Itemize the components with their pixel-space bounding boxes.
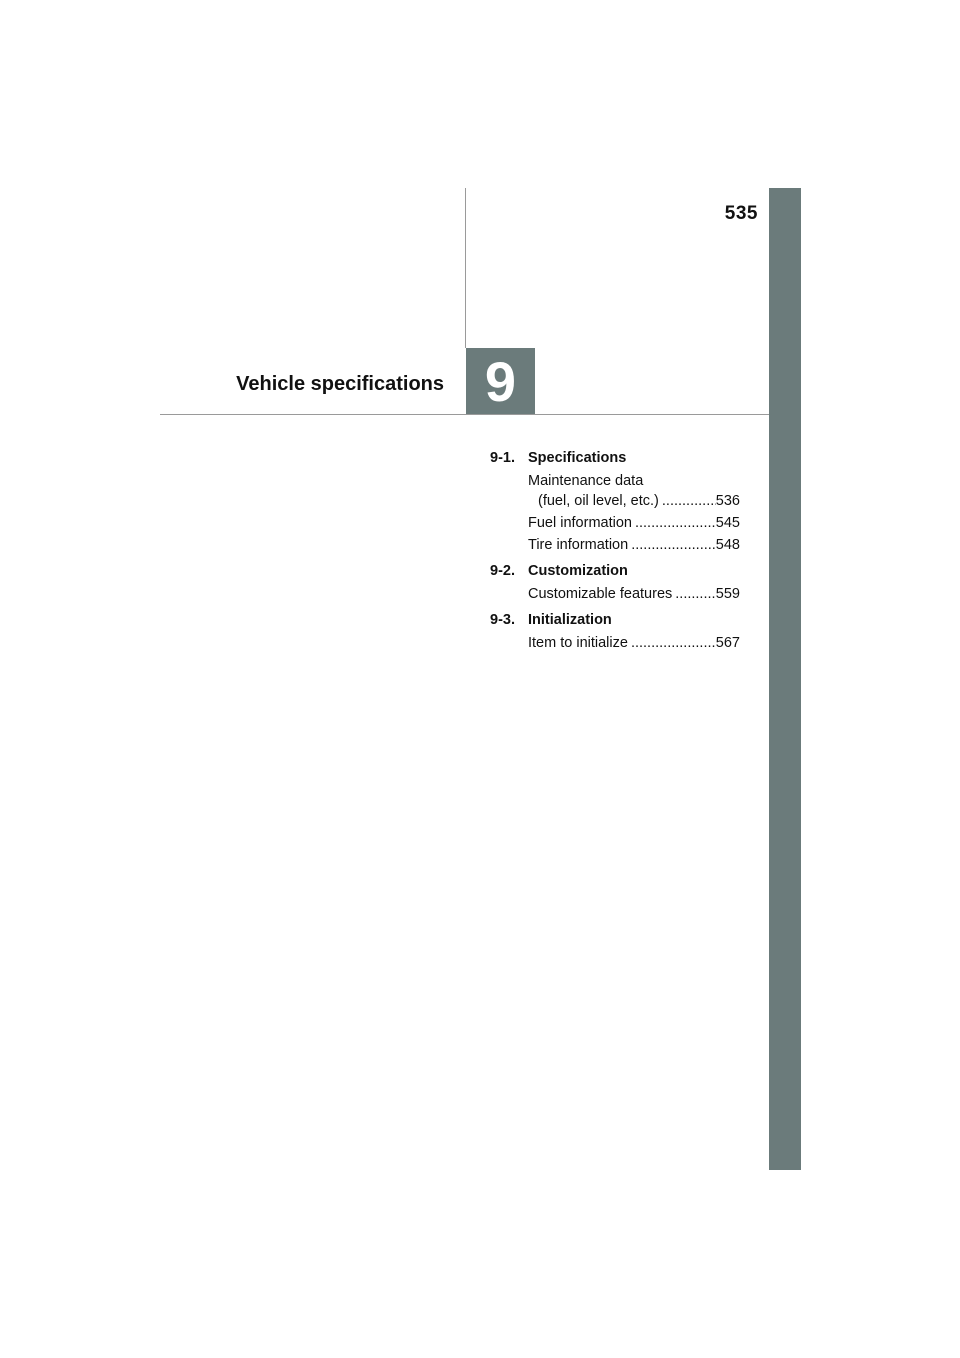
section-number: 9-3.: [490, 612, 515, 628]
section-number: 9-2.: [490, 563, 515, 579]
page-number: 535: [724, 203, 758, 224]
toc-entry-customizable-features[interactable]: [528, 584, 740, 604]
toc-section-9-1[interactable]: [490, 448, 740, 468]
entry-label: Maintenance data: [528, 473, 644, 489]
dot-leader: [628, 535, 716, 555]
entry-page: 548: [715, 537, 740, 553]
toc-section-9-2[interactable]: [490, 561, 740, 581]
entry-label: Fuel information: [528, 515, 632, 531]
entry-label: Item to initialize: [528, 635, 628, 651]
toc-section-9-3[interactable]: [490, 610, 740, 630]
toc-entry-tire-information[interactable]: [528, 535, 740, 555]
toc-entry-maintenance-data[interactable]: [528, 471, 740, 511]
table-of-contents: [490, 448, 740, 655]
entry-page: 559: [715, 586, 740, 602]
header-rule: [160, 414, 769, 415]
entry-label: Tire information: [528, 537, 629, 553]
section-title: Customization: [528, 563, 628, 579]
entry-label-continued: (fuel, oil level, etc.): [538, 493, 659, 509]
section-title: Initialization: [528, 612, 612, 628]
section-number: 9-1.: [490, 450, 515, 466]
chapter-side-tab: [769, 188, 801, 1170]
entry-label: Customizable features: [528, 586, 673, 602]
chapter-number-box: 9: [466, 348, 535, 415]
dot-leader: [628, 633, 716, 653]
dot-leader: [632, 513, 716, 533]
vertical-divider: [465, 188, 466, 348]
dot-leader: [672, 584, 716, 604]
chapter-title: Vehicle specifications: [236, 373, 444, 395]
entry-page: 536: [715, 493, 740, 509]
toc-entry-item-to-initialize[interactable]: [528, 633, 740, 653]
entry-page: 545: [715, 515, 740, 531]
section-title: Specifications: [528, 450, 627, 466]
toc-entry-fuel-information[interactable]: [528, 513, 740, 533]
entry-page: 567: [715, 635, 740, 651]
dot-leader: [659, 491, 716, 511]
